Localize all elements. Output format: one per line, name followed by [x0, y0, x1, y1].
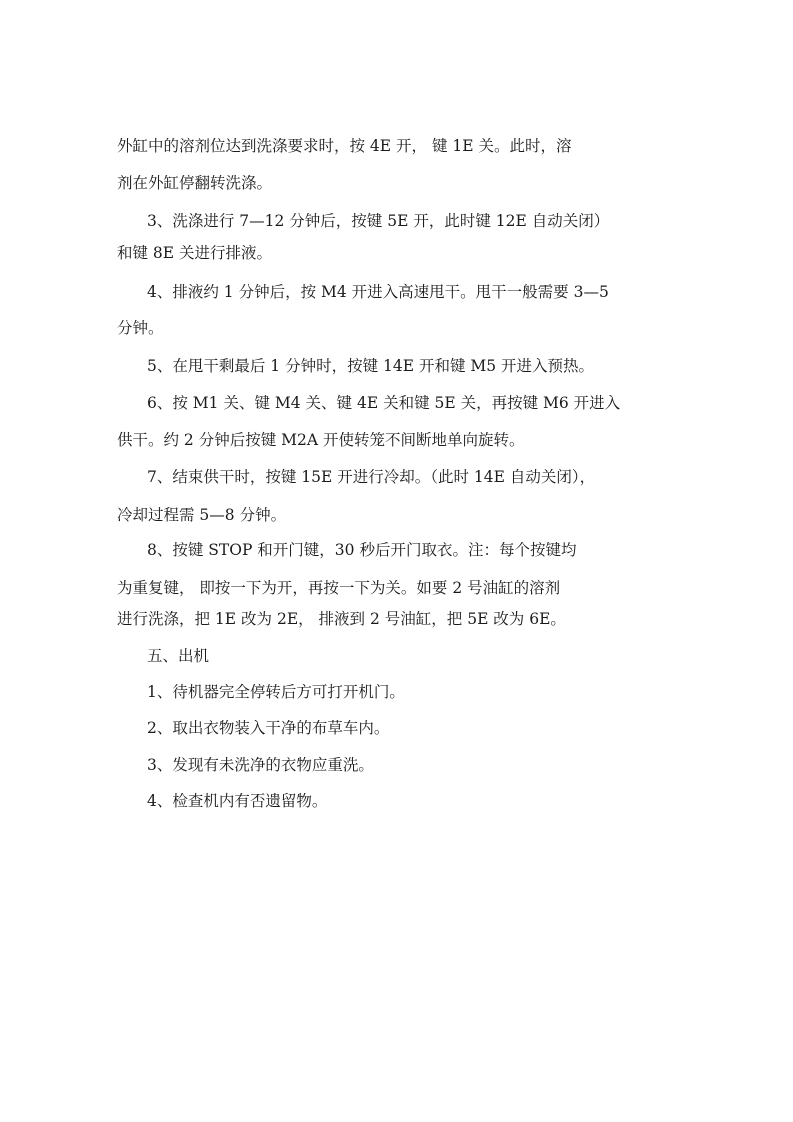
text-line: 4、检查机内有否遗留物。	[147, 792, 328, 810]
text-line: 五、出机	[147, 647, 210, 665]
text-line: 分钟。	[117, 319, 164, 337]
text-line: 外缸中的溶剂位达到洗涤要求时，按 4E 开， 键 1E 关。此时，溶	[117, 137, 572, 155]
text-line: 2、取出衣物装入干净的布草车内。	[147, 719, 390, 737]
text-line: 6、按 M1 关、键 M4 关、键 4E 关和键 5E 关，再按键 M6 开进入	[147, 394, 621, 412]
text-line: 3、发现有未洗净的衣物应重洗。	[147, 756, 374, 774]
text-line: 为重复键， 即按一下为开，再按一下为关。如要 2 号油缸的溶剂	[117, 579, 561, 597]
text-line: 剂在外缸停翻转洗涤。	[117, 174, 273, 192]
text-line: 4、排液约 1 分钟后，按 M4 开进入高速甩干。甩干一般需要 3—5	[147, 283, 609, 301]
text-line: 8、按键 STOP 和开门键，30 秒后开门取衣。注：每个按键均	[147, 541, 577, 559]
text-line: 1、待机器完全停转后方可打开机门。	[147, 683, 405, 701]
text-line: 3、洗涤进行 7—12 分钟后，按键 5E 开，此时键 12E 自动关闭）	[147, 212, 610, 230]
text-line: 冷却过程需 5—8 分钟。	[117, 506, 287, 524]
text-line: 7、结束供干时，按键 15E 开进行冷却。（此时 14E 自动关闭），	[147, 468, 596, 486]
text-line: 5、在甩干剩最后 1 分钟时，按键 14E 开和键 M5 开进入预热。	[147, 357, 595, 375]
text-line: 供干。约 2 分钟后按键 M2A 开使转笼不间断地单向旋转。	[117, 431, 525, 449]
text-line: 和键 8E 关进行排液。	[117, 244, 273, 262]
text-line: 进行洗涤，把 1E 改为 2E， 排液到 2 号油缸，把 5E 改为 6E。	[117, 610, 566, 628]
